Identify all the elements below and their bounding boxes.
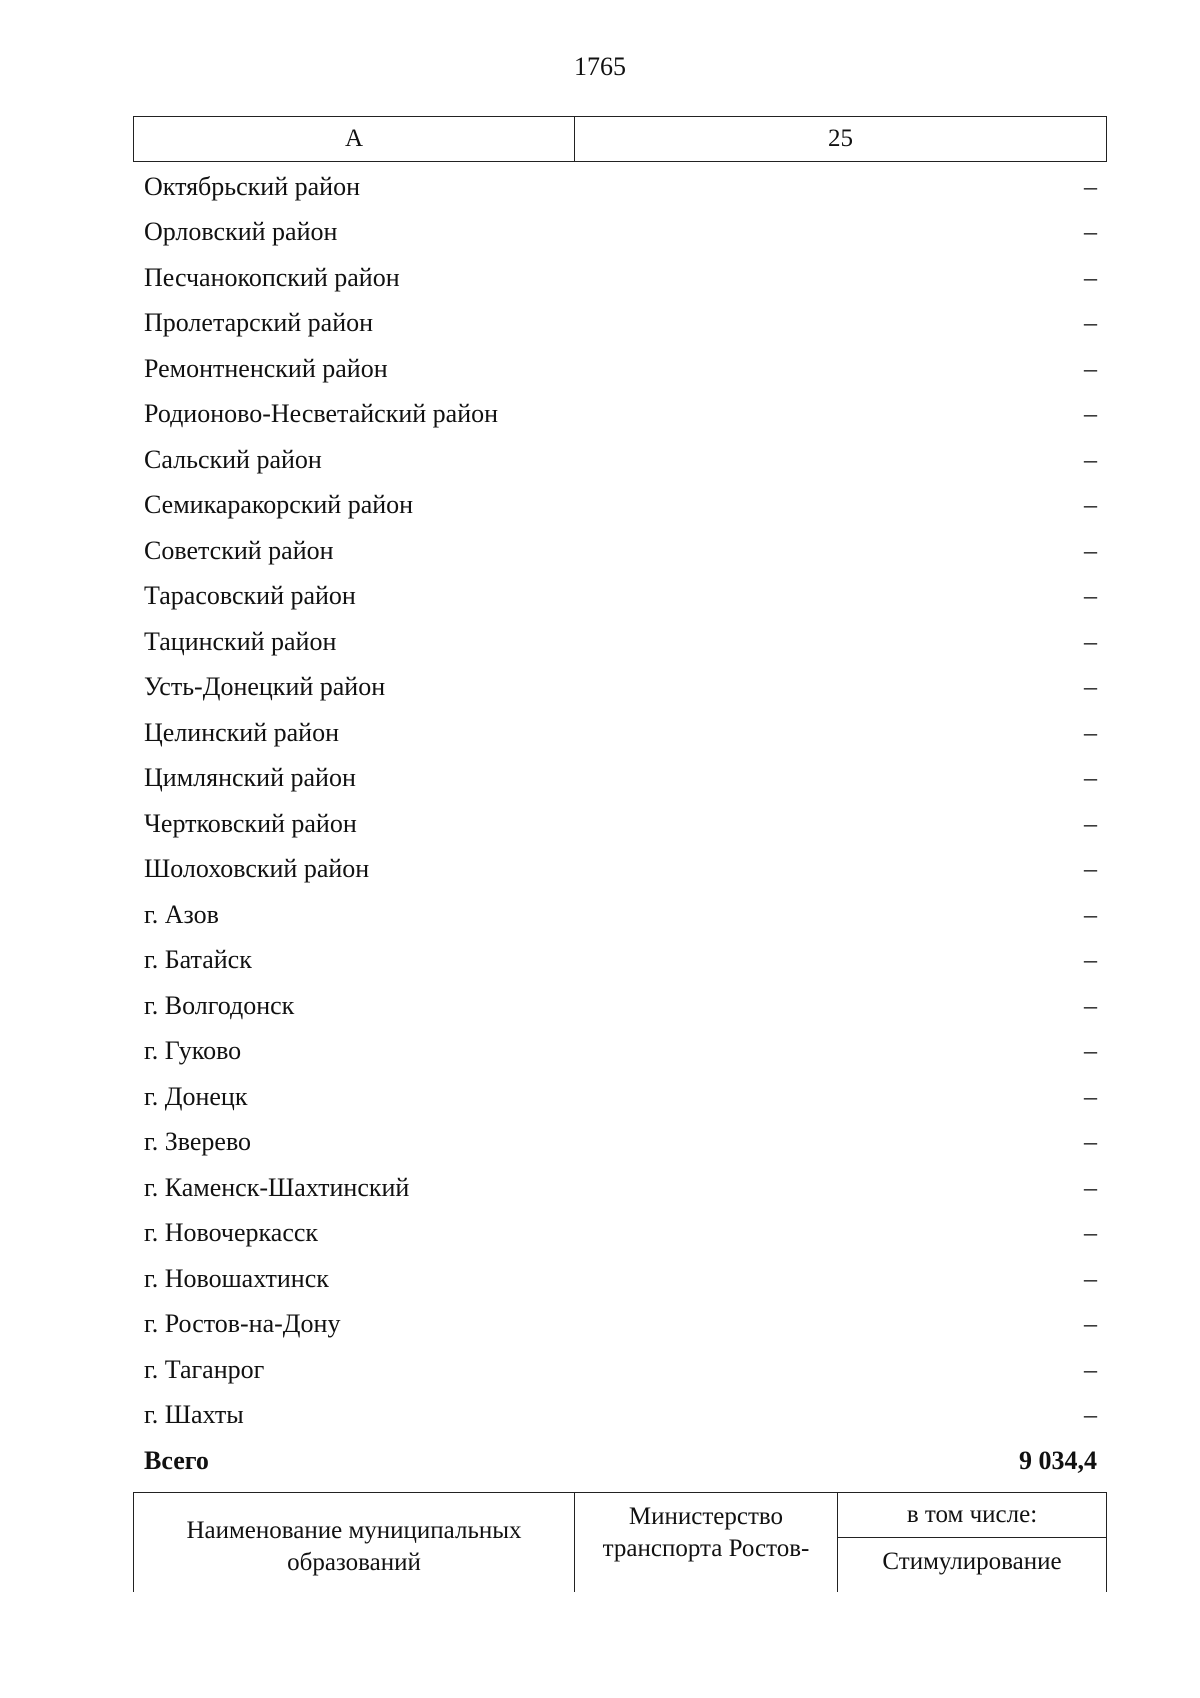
municipality-name: Ремонтненский район <box>144 353 388 383</box>
row-value: – <box>1084 1218 1097 1248</box>
municipality-name: г. Новочеркасск <box>144 1218 319 1248</box>
municipality-column-header <box>134 1493 575 1592</box>
table-header <box>133 116 1107 162</box>
row-value: – <box>1084 217 1097 247</box>
table-row <box>133 1029 1107 1075</box>
municipality-name: Тацинский район <box>144 626 337 656</box>
stimulation-header: Стимулирование <box>882 1548 1062 1575</box>
row-value: – <box>1084 990 1097 1020</box>
table-row <box>133 756 1107 802</box>
row-value: – <box>1084 444 1097 474</box>
ministry-header-line2: транспорта Ростов- <box>602 1535 810 1562</box>
total-value: 9 034,4 <box>1019 1445 1097 1475</box>
municipality-name: г. Азов <box>144 899 219 929</box>
table-row <box>133 847 1107 893</box>
table-row <box>133 392 1107 438</box>
table-row <box>133 710 1107 756</box>
row-value: – <box>1084 1400 1097 1430</box>
row-value: – <box>1084 1081 1097 1111</box>
row-value: – <box>1084 399 1097 429</box>
table-row <box>133 164 1107 210</box>
row-value: – <box>1084 1309 1097 1339</box>
table-row <box>133 1347 1107 1393</box>
municipality-name: Шолоховский район <box>144 854 370 884</box>
row-value: – <box>1084 1036 1097 1066</box>
header-col-a: А <box>134 117 575 161</box>
municipality-name: Пролетарский район <box>144 308 374 338</box>
next-table-header <box>133 1492 1107 1592</box>
municipality-name: Семикаракорский район <box>144 490 414 520</box>
header-col-b: 25 <box>828 125 853 152</box>
table-row <box>133 255 1107 301</box>
municipality-name: г. Гуково <box>144 1036 242 1066</box>
municipality-name: г. Таганрог <box>144 1354 265 1384</box>
total-row <box>133 1438 1107 1484</box>
row-value: – <box>1084 490 1097 520</box>
row-value: – <box>1084 581 1097 611</box>
row-value: – <box>1084 308 1097 338</box>
table-body <box>133 164 1107 1484</box>
municipality-name: Октябрьский район <box>144 171 360 201</box>
row-value: – <box>1084 808 1097 838</box>
municipality-name: Орловский район <box>144 217 338 247</box>
row-value: – <box>1084 717 1097 747</box>
municipality-header-line1: Наименование муниципальных <box>186 1517 522 1544</box>
ministry-header-line1: Министерство <box>628 1503 784 1530</box>
table-row <box>133 301 1107 347</box>
table-row <box>133 483 1107 529</box>
table-row <box>133 437 1107 483</box>
municipality-name: Усть-Донецкий район <box>144 672 386 702</box>
row-value: – <box>1084 626 1097 656</box>
municipality-name: г. Новошахтинск <box>144 1263 329 1293</box>
municipality-name: Песчанокопский район <box>144 262 400 292</box>
row-value: – <box>1084 1354 1097 1384</box>
total-label: Всего <box>144 1445 209 1475</box>
row-value: – <box>1084 1127 1097 1157</box>
row-value: – <box>1084 854 1097 884</box>
municipality-name: Родионово-Несветайский район <box>144 399 499 429</box>
municipality-name: Сальский район <box>144 444 322 474</box>
table-row <box>133 1211 1107 1257</box>
municipality-name: Цимлянский район <box>144 763 356 793</box>
row-value: – <box>1084 1263 1097 1293</box>
municipality-name: Целинский район <box>144 717 339 747</box>
row-value: – <box>1084 535 1097 565</box>
table-row <box>133 665 1107 711</box>
table-row <box>133 346 1107 392</box>
municipality-name: г. Зверево <box>144 1127 252 1157</box>
table-row <box>133 938 1107 984</box>
row-value: – <box>1084 899 1097 929</box>
including-column-group <box>838 1493 1106 1592</box>
table-row <box>133 1074 1107 1120</box>
row-value: – <box>1084 1172 1097 1202</box>
table-row <box>133 528 1107 574</box>
municipality-name: Чертковский район <box>144 808 357 838</box>
municipality-name: Тарасовский район <box>144 581 356 611</box>
row-value: – <box>1084 945 1097 975</box>
municipality-name: г. Батайск <box>144 945 252 975</box>
table-row <box>133 210 1107 256</box>
table-row <box>133 574 1107 620</box>
table-row <box>133 1393 1107 1439</box>
table-row <box>133 1302 1107 1348</box>
table-row <box>133 1256 1107 1302</box>
row-value: – <box>1084 262 1097 292</box>
ministry-column-header <box>575 1493 838 1592</box>
municipality-name: г. Волгодонск <box>144 990 295 1020</box>
table-row <box>133 619 1107 665</box>
table-row <box>133 892 1107 938</box>
municipality-header-line2: образований <box>287 1549 421 1576</box>
table-row <box>133 1165 1107 1211</box>
row-value: – <box>1084 353 1097 383</box>
municipality-name: г. Донецк <box>144 1081 248 1111</box>
row-value: – <box>1084 672 1097 702</box>
municipality-name: г. Ростов-на-Дону <box>144 1309 341 1339</box>
page-number: 1765 <box>574 52 626 81</box>
including-header: в том числе: <box>838 1493 1106 1538</box>
row-value: – <box>1084 763 1097 793</box>
row-value: – <box>1084 171 1097 201</box>
municipality-name: Советский район <box>144 535 334 565</box>
table-row <box>133 801 1107 847</box>
table-row <box>133 983 1107 1029</box>
table-row <box>133 1120 1107 1166</box>
municipality-name: г. Каменск-Шахтинский <box>144 1172 410 1202</box>
municipality-name: г. Шахты <box>144 1400 244 1430</box>
